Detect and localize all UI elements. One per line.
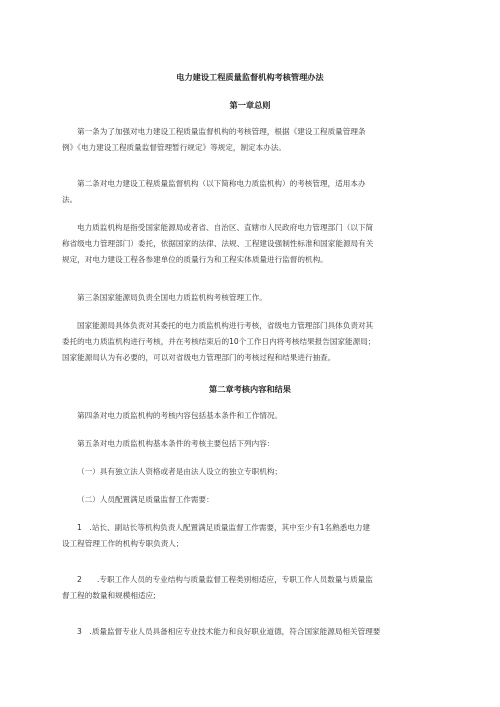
text-line: 第四条对电力质监机构的考核内容包括基本条件和工作情况。 [77,411,283,420]
text-line: 第三条国家能源局负责全国电力质监机构考核管理工作。 [77,293,267,302]
text-line: （二）人员配置满足质量监督工作需要： [77,495,214,504]
text-line: 第二条对电力建设工程质量监督机构（以下简称电力质监机构）的考核管理，适用本办 [77,179,366,188]
paragraph-article-4 [62,408,442,424]
paragraph-subitem-2 [62,572,442,604]
chapter-heading: 第二章考核内容和结果 [209,384,291,394]
text-line: 例》《电力建设工程质量监督管理暂行规定》等规定，制定本办法。 [62,143,287,152]
text-line: 国家能源局认为有必要的，可以对省级电力管理部门的考核过程和结果进行抽查。 [62,353,336,362]
text-line: 国家能源局具体负责对其委托的电力质监机构进行考核，省级电力管理部门具体负责对其 [77,321,374,330]
text-line: 3 .质量监督专业人员具备相应专业技术能力和良好职业道德，符合国家能源局相关管理要 [77,627,381,636]
text-line: 委托的电力质监机构进行考核，并在考核结束后的10个工作日内将考核结果报告国家能源局； [62,337,376,346]
paragraph-article-2 [62,176,442,208]
paragraph-definition [62,220,442,268]
text-line: 法。 [62,195,78,204]
text-line: 电力质监机构是指受国家能源局或者省、自治区、直辖市人民政府电力管理部门（以下简 [77,223,374,232]
chapter-heading: 第一章总则 [229,100,271,110]
text-line: 称省级电力管理部门）委托，依据国家的法律、法规、工程建设强制性标准和国家能源局有关 [62,239,374,248]
text-line: 规定，对电力建设工程各参建单位的质量行为和工程实体质量进行监督的机构。 [62,255,328,264]
paragraph-article-5 [62,436,442,452]
paragraph-item-1 [62,464,442,480]
text-line: 督工程的数量和规模相适应; [62,591,156,600]
paragraph-article-3 [62,290,442,306]
paragraph-item-2 [62,492,442,508]
text-line: 1 .站长、副站长等机构负责人配置满足质量监督工作需要，其中至少有1名熟悉电力建 [77,523,371,532]
document-title: 电力建设工程质量监督机构考核管理办法 [176,72,324,82]
paragraph-article-1 [62,124,442,156]
text-line: （一）具有独立法人资格或者是由法人设立的独立专职机构； [77,467,283,476]
paragraph-subitem-3 [62,624,442,640]
text-line: 2 .专职工作人员的专业结构与质量监督工程类别相适应，专职工作人员数量与质量监 [77,575,373,584]
paragraph-subitem-1 [62,520,442,552]
text-line: 设工程管理工作的机构专职负责人； [62,539,184,548]
text-line: 第一条为了加强对电力建设工程质量监督机构的考核管理，根据《建设工程质量管理条 [77,127,366,136]
paragraph-responsibility [62,318,442,366]
text-line: 第五条对电力质监机构基本条件的考核主要包括下列内容： [77,439,275,448]
